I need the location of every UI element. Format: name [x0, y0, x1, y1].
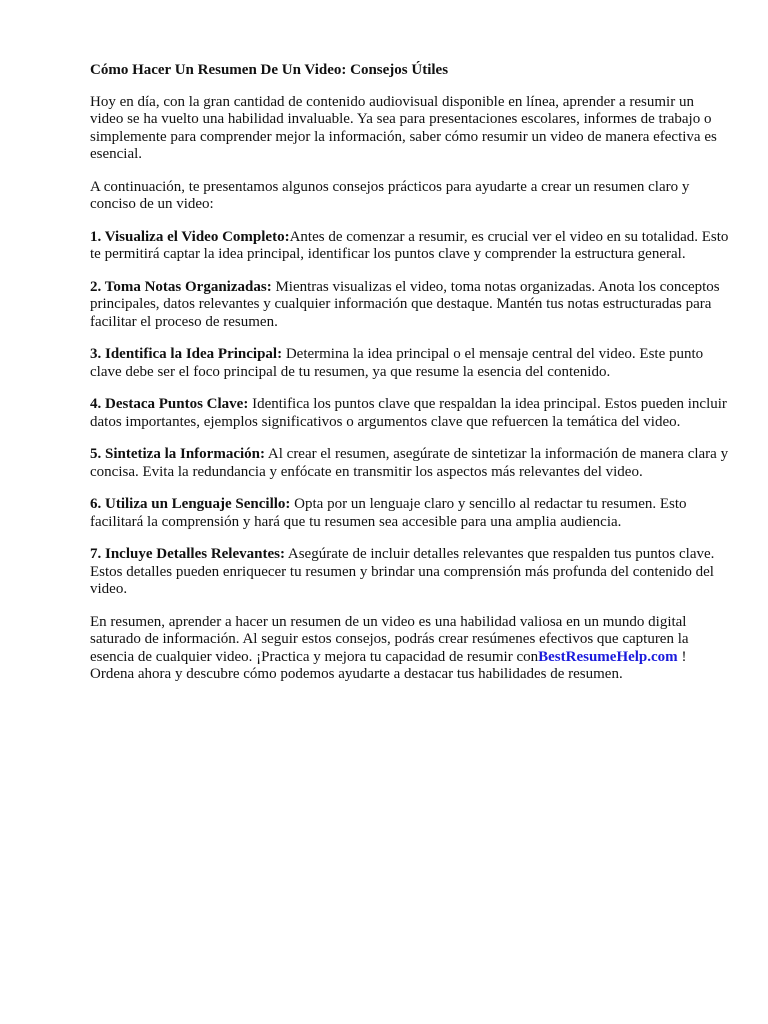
tip-6: [90, 496, 730, 531]
tip-2: [90, 279, 730, 332]
tip-text: Al crear el resumen, asegúrate de sintetizar la información de manera clara y concisa. Evita la redundancia y enfócate en transmitir los aspectos más relevantes del video.: [90, 446, 729, 480]
tip-heading: 1. Visualiza el Video Completo:: [90, 228, 290, 245]
tip-heading: 7. Incluye Detalles Relevantes:: [90, 546, 285, 562]
tip-text: Antes de comenzar a resumir, es crucial ver el video en su totalidad. Esto te permitirá captar la idea principal, identificar los puntos clave y comprender la estructura general.: [90, 228, 729, 262]
bestresumehelp-link[interactable]: BestResumeHelp.com: [538, 648, 678, 665]
document-page: [90, 62, 730, 699]
tip-heading: 2. Toma Notas Organizadas:: [90, 278, 272, 295]
tip-1: [90, 229, 730, 264]
tip-text: Identifica los puntos clave que respaldan la idea principal. Estos pueden incluir datos importantes, ejemplos significativos o argumentos clave que refuercen la temática del video.: [90, 396, 727, 430]
tip-text: Determina la idea principal o el mensaje central del video. Este punto clave debe ser el foco principal de tu resumen, ya que resume la esencia del contenido.: [90, 346, 704, 380]
tip-5: [90, 446, 730, 481]
tip-heading: 3. Identifica la Idea Principal:: [90, 346, 283, 362]
tip-4: [90, 396, 730, 431]
conclusion-text: En resumen, aprender a hacer un resumen de un video es una habilidad valiosa en un mundo digital saturado de información. Al seguir estos consejos, podrás crear resúmenes efectivos que capturen la esencia de cualquier video. ¡Practica y mejora tu capacidad de resumir con: [90, 613, 689, 665]
tip-text: Asegúrate de incluir detalles relevantes que respalden tus puntos clave. Estos detalles pueden enriquecer tu resumen y brindar una comprensión más profunda del contenido del video.: [90, 546, 715, 597]
lead-paragraph: A continuación, te presentamos algunos consejos prácticos para ayudarte a crear un resumen claro y conciso de un video:: [90, 178, 690, 212]
tip-text: Mientras visualizas el video, toma notas organizadas. Anota los conceptos principales, datos relevantes y cualquier información que destaque. Mantén tus notas estructuradas para facilitar el proceso de resumen.: [90, 278, 720, 330]
tip-heading: 4. Destaca Puntos Clave:: [90, 396, 249, 412]
intro-paragraph: Hoy en día, con la gran cantidad de contenido audiovisual disponible en línea, aprender a resumir un video se ha vuelto una habilidad invaluable. Ya sea para presentaciones escolares, informes de trabajo o simplemente para comprender mejor la información, saber cómo resumir un video de manera efectiva es esencial.: [90, 93, 717, 162]
tip-7: [90, 546, 730, 599]
document-title: Cómo Hacer Un Resumen De Un Video: Consejos Útiles: [90, 62, 449, 78]
tip-3: [90, 346, 730, 381]
tip-heading: 6. Utiliza un Lenguaje Sencillo:: [90, 496, 291, 512]
conclusion-paragraph: [90, 614, 730, 684]
conclusion-text-end: ! Ordena ahora y descubre cómo podemos ayudarte a destacar tus habilidades de resumen.: [90, 648, 687, 682]
tip-text: Opta por un lenguaje claro y sencillo al redactar tu resumen. Esto facilitará la comprensión y hará que tu resumen sea accesible para una amplia audiencia.: [90, 496, 687, 530]
tip-heading: 5. Sintetiza la Información:: [90, 446, 265, 462]
